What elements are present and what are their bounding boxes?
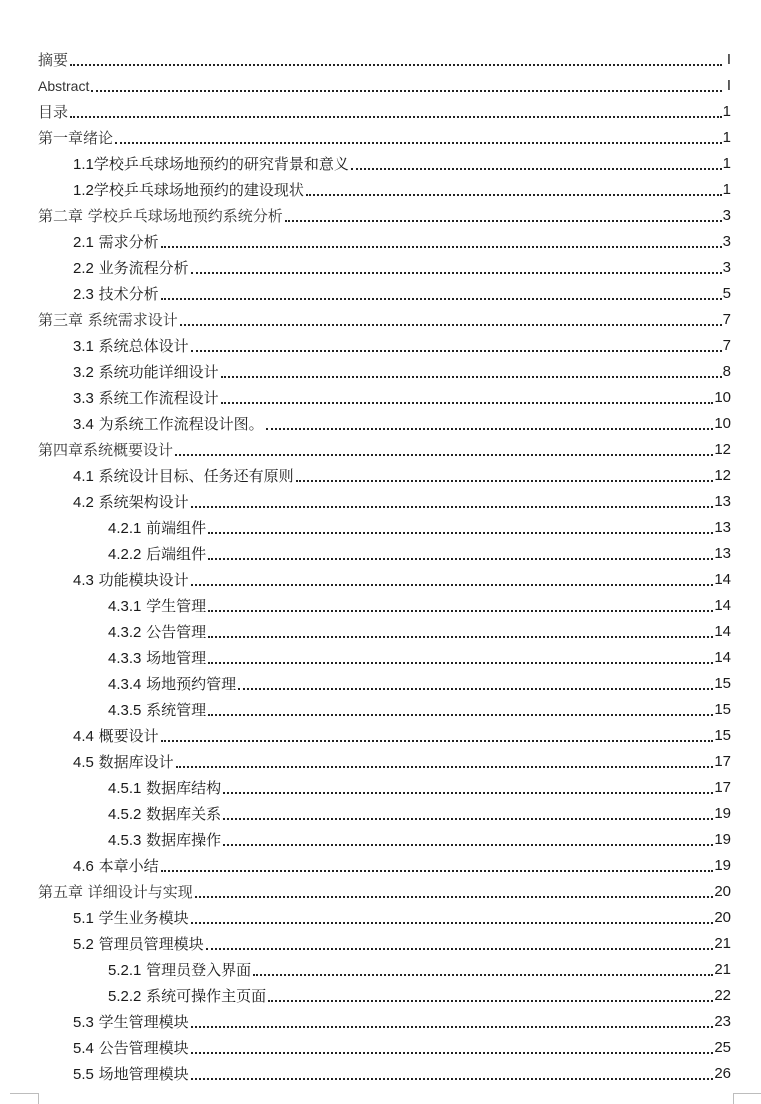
toc-entry-number: 5.1 [73,909,94,927]
dot-leader [223,827,713,853]
toc-entry-label [73,385,220,412]
toc-entry[interactable] [0,671,761,697]
toc-entry-title: 数据库关系 [141,804,222,823]
dot-leader [208,619,713,645]
toc-entry-page-number: 21 [714,935,731,952]
toc-entry-title: 后端组件 [141,544,207,563]
toc-entry-number: 4.5.2 [108,805,142,823]
toc-entry-title: 数据库结构 [141,778,222,797]
toc-entry-label [108,957,252,984]
toc-entry-number: 4.3.1 [108,597,142,615]
toc-entry-title: 数据库操作 [141,830,222,849]
dot-leader [221,385,714,411]
toc-entry[interactable] [0,281,761,307]
dot-leader [221,359,722,385]
toc-entry-page-number: 20 [714,909,731,926]
toc-entry-page-number: 23 [714,1013,731,1030]
toc-entry-page-number: 14 [714,649,731,666]
toc-entry-label [38,47,69,73]
toc-entry-title: 学校乒乓球场地预约的研究背景和意义 [93,154,349,173]
toc-entry-label [108,775,222,802]
toc-entry-page-number: 8 [722,363,731,380]
toc-entry-label [73,463,295,490]
toc-entry[interactable] [0,437,761,463]
dot-leader [191,905,714,931]
toc-entry-title: 本章小结 [93,856,159,875]
toc-entry[interactable] [0,645,761,671]
toc-entry-page-number: 13 [714,519,731,536]
toc-entry-number: 5.3 [73,1013,94,1031]
toc-entry-page-number: 17 [714,753,731,770]
toc-entry[interactable] [0,905,761,931]
toc-entry-number: 4.5 [73,753,94,771]
dot-leader [175,437,713,463]
toc-entry-number: 3.3 [73,389,94,407]
toc-entry-title: 业务流程分析 [93,258,189,277]
toc-entry-label [73,853,160,880]
toc-entry-label [108,541,207,568]
toc-entry[interactable] [0,879,761,905]
dot-leader [351,151,722,177]
toc-entry-number: 4.5.1 [108,779,142,797]
toc-entry-page-number: 12 [714,467,731,484]
toc-entry-page-number: 13 [714,545,731,562]
toc-entry[interactable] [0,593,761,619]
toc-entry-label [38,73,90,99]
toc-entry-title: 系统功能详细设计 [93,362,219,381]
toc-entry-label [38,125,114,151]
toc-entry-label [73,489,190,516]
toc-entry-page-number: 15 [714,675,731,692]
dot-leader [191,255,722,281]
toc-entry-title: 系统总体设计 [93,336,189,355]
toc-entry[interactable] [0,125,761,151]
toc-entry[interactable] [0,1061,761,1087]
toc-entry-number: 5.4 [73,1039,94,1057]
toc-entry-number: 3.4 [73,415,94,433]
toc-entry-page-number: 21 [714,961,731,978]
toc-entry[interactable] [0,775,761,801]
dot-leader [70,99,722,125]
toc-entry-title: 场地管理 [141,648,207,667]
toc-entry[interactable] [0,515,761,541]
toc-entry-number: 4.2.2 [108,545,142,563]
toc-entry-title: 概要设计 [93,726,159,745]
dot-leader [191,489,714,515]
dot-leader [195,879,714,905]
dot-leader [223,801,713,827]
toc-entry[interactable] [0,957,761,983]
toc-entry-label [73,281,160,308]
toc-entry-number: 4.2.1 [108,519,142,537]
toc-entry-page-number: 7 [722,337,731,354]
toc-entry[interactable] [0,385,761,411]
toc-entry-number: 3.2 [73,363,94,381]
toc-entry[interactable] [0,99,761,125]
dot-leader [191,333,722,359]
toc-entry-label [73,1061,190,1088]
toc-entry-number: 4.2 [73,493,94,511]
toc-entry-title: 学生管理模块 [93,1012,189,1031]
toc-entry-number: 5.5 [73,1065,94,1083]
toc-entry[interactable] [0,307,761,333]
toc-entry-label [73,411,265,438]
dot-leader [191,1009,714,1035]
toc-entry-title: 公告管理 [141,622,207,641]
toc-entry-page-number: 13 [714,493,731,510]
toc-entry-page-number: 15 [714,701,731,718]
dot-leader [115,125,722,151]
toc-entry-title: 场地管理模块 [93,1064,189,1083]
toc-entry-title: 第四章系统概要设计 [38,441,174,459]
dot-leader [253,957,713,983]
toc-entry-label [73,177,305,204]
dot-leader [70,47,722,73]
toc-entry-title: 系统设计目标、任务还有原则 [93,466,294,485]
toc-entry-number: 2.3 [73,285,94,303]
toc-entry-label [73,567,190,594]
toc-entry-number: 3.1 [73,337,94,355]
dot-leader [208,697,713,723]
toc-entry-label [108,593,207,620]
dot-leader [238,671,713,697]
dot-leader [266,411,714,437]
toc-entry-page-number: 5 [722,285,731,302]
toc-entry-label [73,255,190,282]
toc-entry[interactable] [0,567,761,593]
toc-entry[interactable] [0,177,761,203]
toc-entry-page-number: 1 [722,103,731,120]
toc-entry-title: 系统架构设计 [93,492,189,511]
toc-entry-title: 数据库设计 [93,752,174,771]
dot-leader [161,281,722,307]
toc-entry-page-number: 14 [714,571,731,588]
dot-leader [180,307,722,333]
toc-entry[interactable] [0,801,761,827]
toc-entry-label [38,99,69,125]
toc-entry-title: 第二章 学校乒乓球场地预约系统分析 [38,207,283,225]
toc-entry-title: 为系统工作流程设计图。 [93,414,264,433]
toc-entry-number: 2.1 [73,233,94,251]
toc-entry-title: 系统可操作主页面 [141,986,267,1005]
toc-entry-label [73,151,350,178]
toc-entry-page-number: 1 [722,181,731,198]
toc-entry-page-number: 22 [714,987,731,1004]
toc-entry[interactable] [0,463,761,489]
toc-entry-number: 2.2 [73,259,94,277]
toc-entry-title: 第一章绪论 [38,129,114,147]
dot-leader [296,463,714,489]
toc-entry-title: 系统工作流程设计 [93,388,219,407]
dot-leader [161,229,722,255]
dot-leader [268,983,713,1009]
toc-entry-title: 摘要 [38,51,69,69]
toc-entry-page-number: 10 [714,415,731,432]
toc-entry-number: 5.2 [73,935,94,953]
toc-entry-label [73,359,220,386]
toc-entry[interactable] [0,619,761,645]
toc-entry-label [73,333,190,360]
toc-entry-title: 需求分析 [93,232,159,251]
toc-entry[interactable] [0,489,761,515]
toc-entry-title: 前端组件 [141,518,207,537]
toc-entry-page-number: 17 [714,779,731,796]
toc-entry[interactable] [0,541,761,567]
toc-entry-number: 4.3.3 [108,649,142,667]
toc-entry-label [73,1035,190,1062]
toc-entry-number: 4.3 [73,571,94,589]
toc-entry-page-number: 19 [714,857,731,874]
toc-entry-number: 4.5.3 [108,831,142,849]
toc-entry-number: 4.3.2 [108,623,142,641]
toc-entry-page-number: 12 [714,441,731,458]
toc-entry-label [73,1009,190,1036]
toc-entry-label [73,723,160,750]
toc-entry[interactable] [0,723,761,749]
toc-entry-label [108,671,237,698]
toc-entry[interactable] [0,73,761,99]
toc-entry-page-number: 3 [722,259,731,276]
toc-entry-title: 目录 [38,103,69,121]
toc-entry[interactable] [0,1035,761,1061]
toc-entry-page-number: 1 [722,129,731,146]
toc-entry-page-number: I [726,77,731,94]
toc-entry-page-number: 25 [714,1039,731,1056]
toc-entry-label [108,697,207,724]
toc-entry-title: 管理员登入界面 [141,960,252,979]
toc-entry-title: Abstract [38,78,90,94]
toc-entry-label [38,203,284,229]
dot-leader [161,723,714,749]
toc-entry-page-number: 19 [714,831,731,848]
toc-entry-page-number: 3 [722,207,731,224]
toc-entry[interactable] [0,333,761,359]
dot-leader [208,593,713,619]
dot-leader [91,73,722,99]
toc-entry-number: 4.4 [73,727,94,745]
toc-entry-label [38,437,174,463]
toc-entry-label [108,983,267,1010]
dot-leader [285,203,722,229]
toc-entry-number: 1.1 [73,155,94,173]
toc-entry-label [108,515,207,542]
toc-entry-title: 技术分析 [93,284,159,303]
dot-leader [161,853,714,879]
toc-entry-title: 第五章 详细设计与实现 [38,883,193,901]
toc-entry-page-number: I [726,51,731,68]
toc-entry-label [73,931,205,958]
toc-entry-label [73,229,160,256]
toc-entry[interactable] [0,411,761,437]
toc-entry-page-number: 19 [714,805,731,822]
toc-entry-number: 4.3.5 [108,701,142,719]
toc-entry-number: 4.6 [73,857,94,875]
dot-leader [176,749,714,775]
toc-entry-label [108,801,222,828]
toc-entry[interactable] [0,1009,761,1035]
dot-leader [306,177,722,203]
dot-leader [223,775,713,801]
toc-entry-title: 学校乒乓球场地预约的建设现状 [93,180,304,199]
toc-entry-title: 管理员管理模块 [93,934,204,953]
page-corner-mark-left [10,1093,39,1104]
table-of-contents [0,47,761,1087]
toc-entry[interactable] [0,853,761,879]
toc-entry[interactable] [0,203,761,229]
toc-entry[interactable] [0,931,761,957]
toc-entry-title: 学生管理 [141,596,207,615]
toc-entry[interactable] [0,983,761,1009]
toc-entry-title: 第三章 系统需求设计 [38,311,178,329]
toc-entry[interactable] [0,827,761,853]
toc-entry-page-number: 14 [714,597,731,614]
toc-entry[interactable] [0,229,761,255]
toc-entry-page-number: 3 [722,233,731,250]
dot-leader [206,931,714,957]
page-corner-mark-right [733,1093,761,1104]
toc-entry-number: 1.2 [73,181,94,199]
toc-entry-label [38,879,194,905]
toc-entry-title: 公告管理模块 [93,1038,189,1057]
toc-entry-label [73,749,175,776]
toc-entry[interactable] [0,697,761,723]
toc-entry-title: 学生业务模块 [93,908,189,927]
toc-entry-page-number: 15 [714,727,731,744]
dot-leader [208,541,713,567]
toc-entry-label [73,905,190,932]
toc-entry[interactable] [0,151,761,177]
toc-entry[interactable] [0,749,761,775]
toc-entry-page-number: 26 [714,1065,731,1082]
toc-entry-page-number: 10 [714,389,731,406]
dot-leader [208,515,713,541]
toc-entry-title: 功能模块设计 [93,570,189,589]
dot-leader [191,1061,714,1087]
toc-entry-page-number: 14 [714,623,731,640]
toc-entry[interactable] [0,47,761,73]
dot-leader [191,567,714,593]
dot-leader [208,645,713,671]
toc-entry-label [108,827,222,854]
toc-entry-number: 5.2.1 [108,961,142,979]
toc-entry-title: 场地预约管理 [141,674,237,693]
toc-entry-number: 4.3.4 [108,675,142,693]
toc-entry-page-number: 20 [714,883,731,900]
toc-entry-page-number: 1 [722,155,731,172]
toc-entry-label [38,307,179,333]
toc-entry[interactable] [0,359,761,385]
toc-entry-label [108,645,207,672]
toc-entry-number: 4.1 [73,467,94,485]
toc-entry-title: 系统管理 [141,700,207,719]
toc-entry-page-number: 7 [722,311,731,328]
toc-entry-label [108,619,207,646]
toc-entry-number: 5.2.2 [108,987,142,1005]
dot-leader [191,1035,714,1061]
toc-entry[interactable] [0,255,761,281]
